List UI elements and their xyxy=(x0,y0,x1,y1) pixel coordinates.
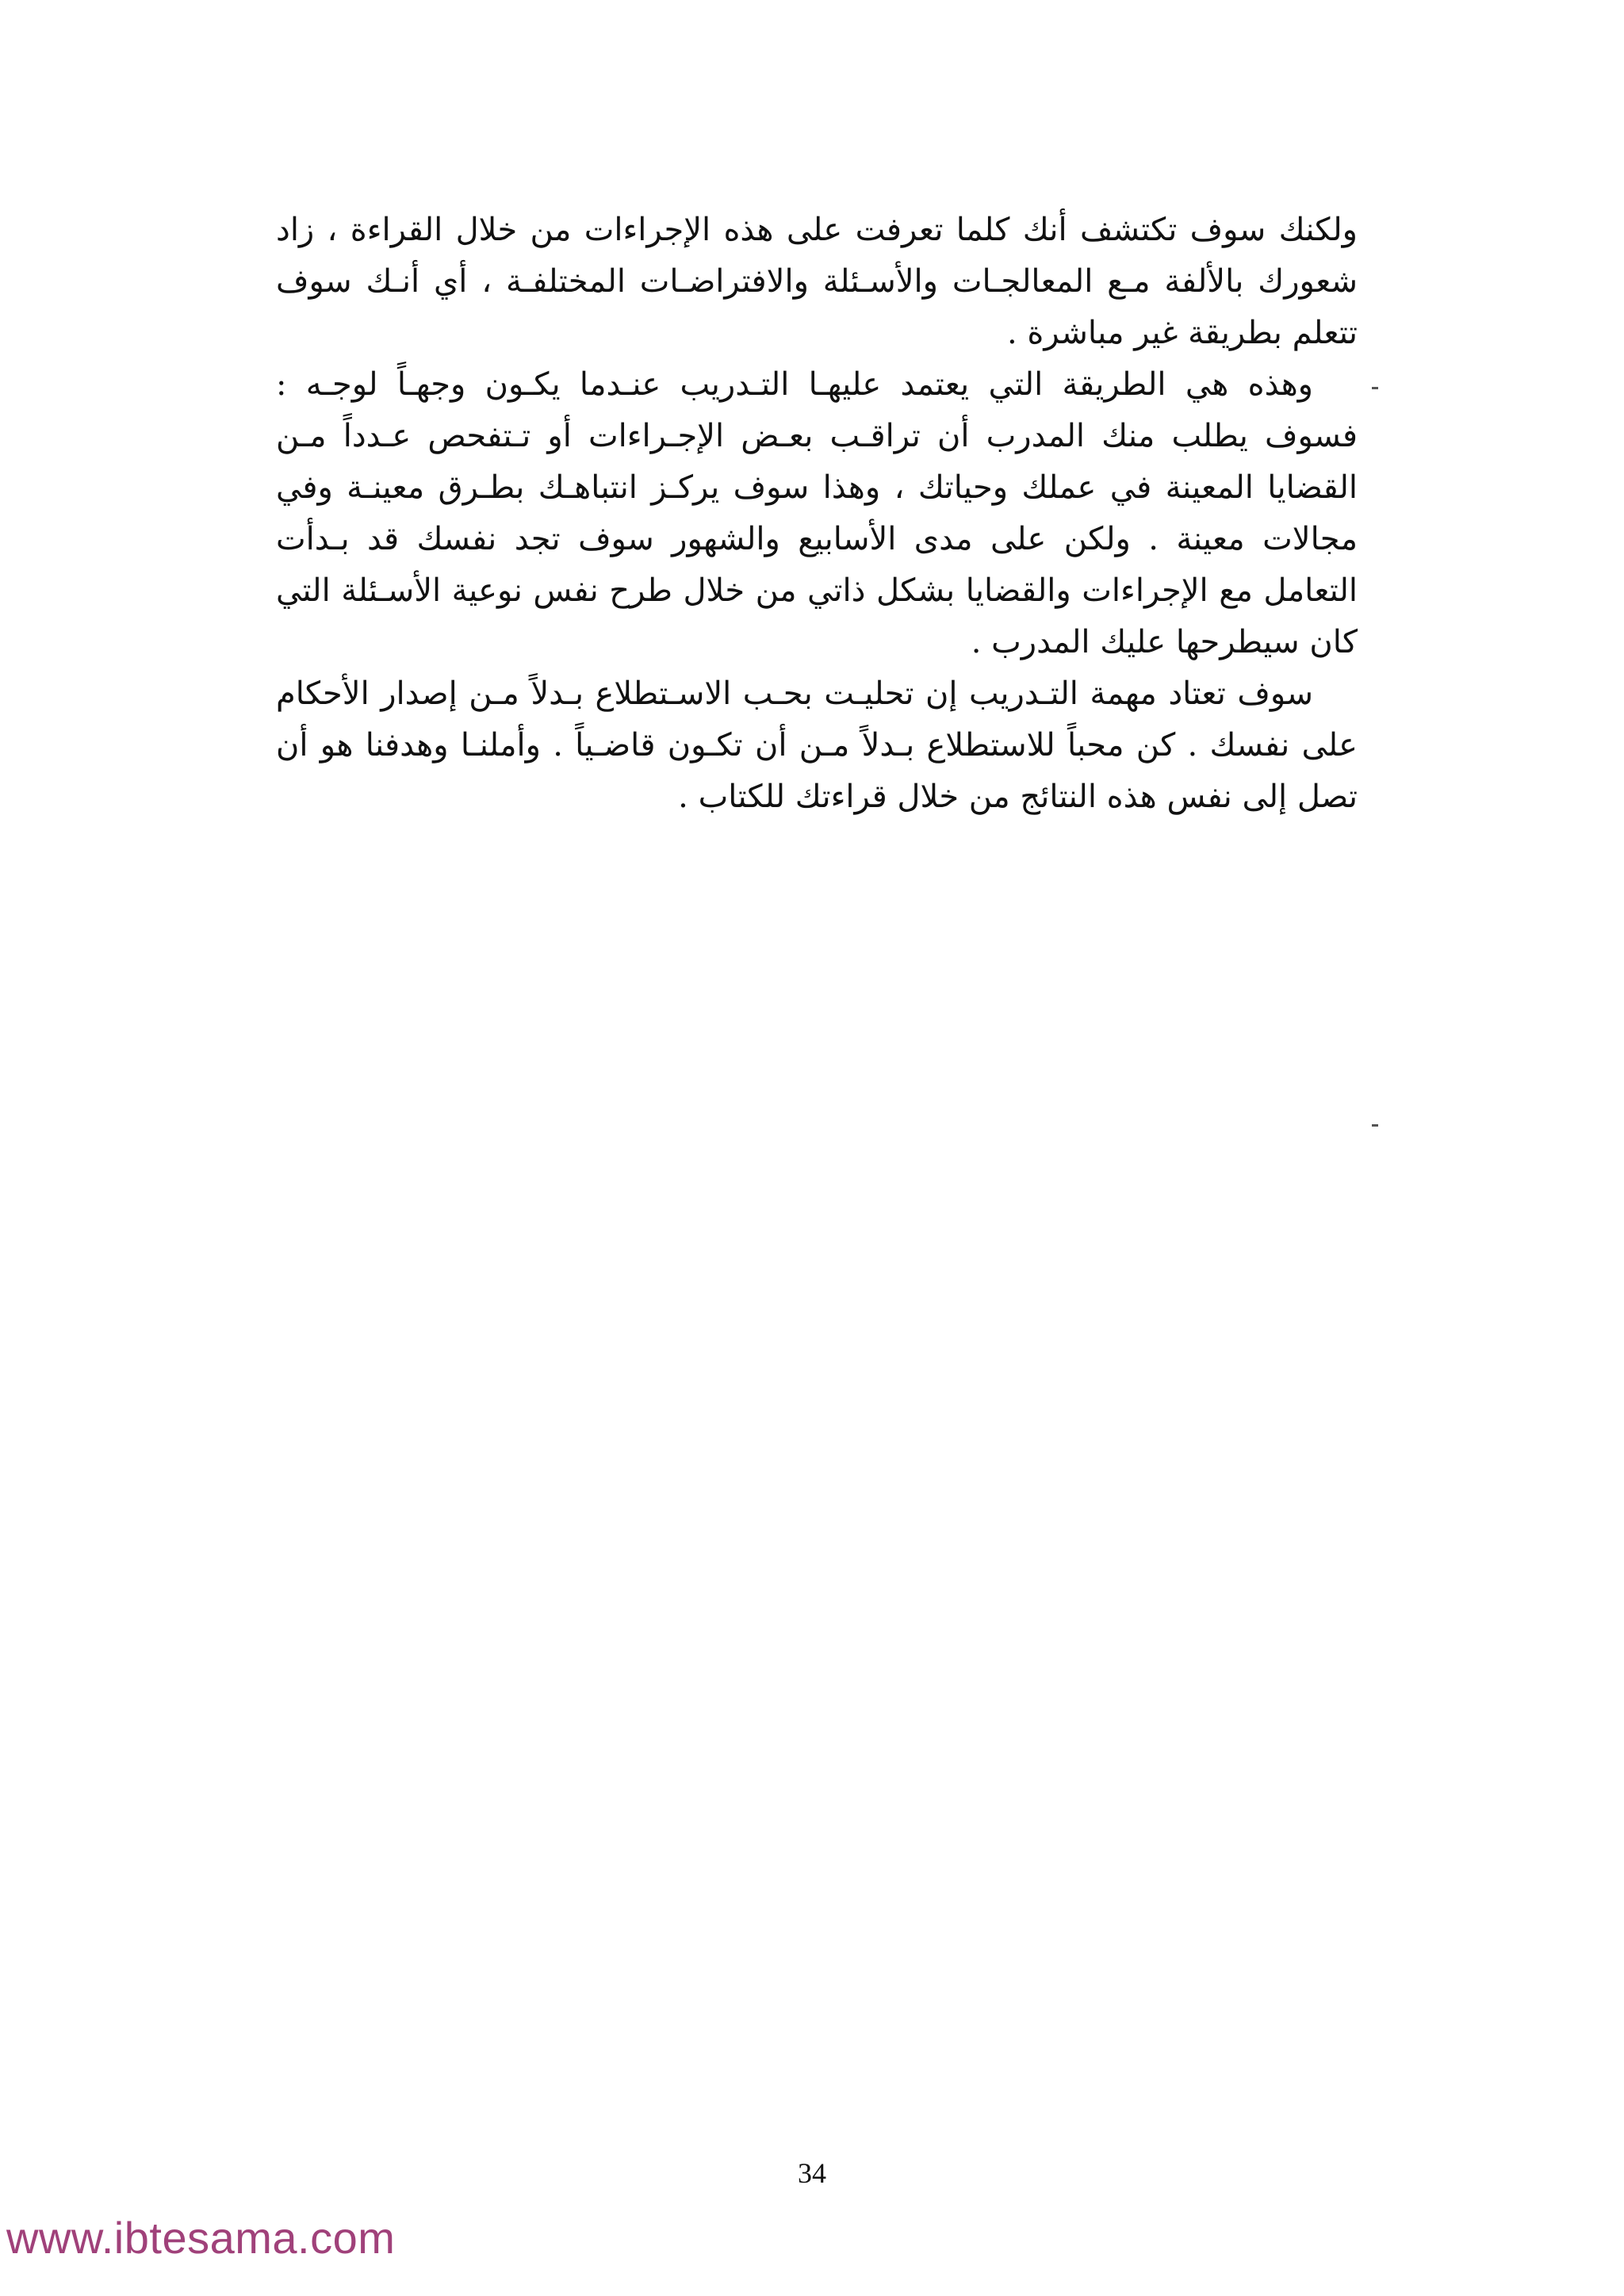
paragraph-3: سوف تعتاد مهمة التـدريب إن تحليـت بحـب الاسـتطلاع بـدلاً مـن إصدار الأحكام على نفسك . كن محباً للاستطلاع بـدلاً مـن أن تكـون قاضـياً . وأملنـا وهدفنا هو أن تصل إلى نفس هذه النتائج من خلال قراءتك للكتاب . xyxy=(276,675,1358,815)
body-text xyxy=(276,205,1358,823)
margin-mark xyxy=(1372,1124,1378,1127)
watermark-url: www.ibtesama.com xyxy=(6,2213,396,2263)
margin-mark xyxy=(1372,387,1378,389)
paragraph-2: وهذه هي الطريقة التي يعتمد عليهـا التـدريب عنـدما يكـون وجهـاً لوجـه : فسوف يطلب منك المدرب أن تراقـب بعـض الإجـراءات أو تـتفحص عـدداً مـن القضايا المعينة في عملك وحياتك ، وهذا سوف يركـز انتباهـك بطـرق معينـة وفي مجالات معينة . ولكن على مدى الأسابيع والشهور سوف تجد نفسك قد بـدأت التعامل مع الإجراءات والقضايا بشكل ذاتي من خلال طرح نفس نوعية الأسـئلة التي كان سيطرحها عليك المدرب . xyxy=(276,366,1358,660)
paragraph-1: ولكنك سوف تكتشف أنك كلما تعرفت على هذه الإجراءات من خلال القراءة ، زاد شعورك بالألفة مـع المعالجـات والأسـئلة والافتراضـات المختلفـة ، أي أنـك سوف تتعلم بطريقة غير مباشرة . xyxy=(276,212,1358,351)
page-number: 34 xyxy=(798,2157,826,2189)
